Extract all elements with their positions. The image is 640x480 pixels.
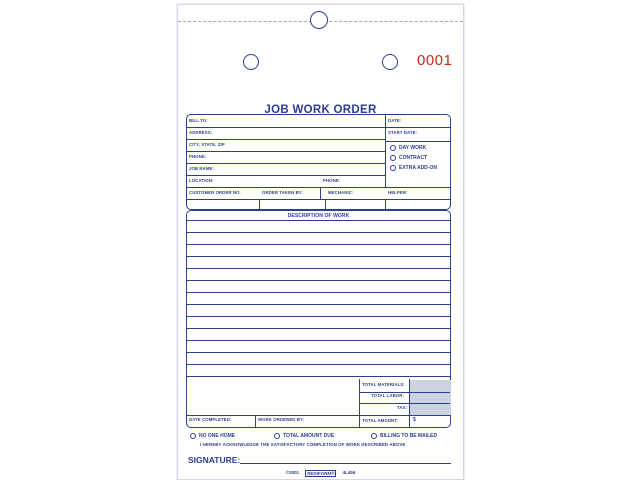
description-line[interactable] (187, 244, 450, 245)
radio-circle-icon (190, 433, 196, 439)
totals-shade (410, 380, 451, 415)
address-label: ADDRESS: (189, 130, 213, 135)
product-code: 4L456 (342, 470, 356, 475)
description-line[interactable] (187, 232, 450, 233)
tax-label: TAX: (397, 405, 408, 410)
bill-to-label: BILL TO: (189, 118, 208, 123)
copyright-text: ©2001 (285, 470, 300, 475)
option-total-amount-due[interactable]: TOTAL AMOUNT DUE (274, 433, 334, 439)
description-header: DESCRIPTION OF WORK (287, 213, 350, 219)
totals-line (359, 403, 450, 404)
currency-symbol: $ (413, 417, 416, 423)
total-labor-label: TOTAL LABOR: (371, 393, 404, 398)
radio-circle-icon (390, 165, 396, 171)
description-line[interactable] (187, 316, 450, 317)
totals-line (187, 415, 450, 416)
work-ordered-by-label: WORK ORDERED BY: (258, 417, 305, 422)
brand-logo: REDIFORM® (307, 471, 335, 476)
helper-label: HELPER: (388, 190, 408, 195)
totals-line (359, 392, 450, 393)
option-contract[interactable]: CONTRACT (390, 155, 427, 161)
punch-hole-left (243, 54, 259, 70)
signature-line[interactable] (240, 463, 451, 464)
radio-circle-icon (390, 155, 396, 161)
start-date-label: START DATE: (388, 130, 418, 135)
total-amount-label: TOTAL AMOUNT: (362, 418, 398, 423)
option-billing-to-be-mailed[interactable]: BILLING TO BE MAILED (371, 433, 437, 439)
description-line[interactable] (187, 268, 450, 269)
option-extra-add-on[interactable]: EXTRA ADD-ON (390, 165, 437, 171)
description-line[interactable] (187, 304, 450, 305)
punch-hole-right (382, 54, 398, 70)
description-line[interactable] (187, 376, 450, 377)
radio-circle-icon (274, 433, 280, 439)
description-line[interactable] (187, 328, 450, 329)
job-name-label: JOB NAME: (189, 166, 215, 171)
mechanic-label: MECHANIC: (328, 190, 354, 195)
form-title: JOB WORK ORDER (264, 104, 377, 116)
radio-circle-icon (390, 145, 396, 151)
serial-number: 0001 (417, 52, 453, 69)
description-line[interactable] (187, 340, 450, 341)
punch-hole-top (310, 11, 328, 29)
customer-order-no-label: CUSTOMER ORDER NO. (189, 190, 241, 195)
order-taken-by-label: ORDER TAKEN BY: (262, 190, 303, 195)
date-label: DATE: (388, 118, 402, 123)
location-label: LOCATION: (189, 178, 214, 183)
description-line[interactable] (187, 352, 450, 353)
work-order-sheet (177, 4, 464, 480)
signature-label: SIGNATURE: (188, 455, 241, 465)
description-line[interactable] (187, 364, 450, 365)
date-completed-label: DATE COMPLETED: (189, 417, 232, 422)
description-line[interactable] (187, 256, 450, 257)
option-no-one-home[interactable]: NO ONE HOME (190, 433, 235, 439)
description-line[interactable] (187, 280, 450, 281)
radio-circle-icon (371, 433, 377, 439)
header-box (186, 114, 451, 210)
total-materials-label: TOTAL MATERIALS: (362, 382, 405, 387)
phone-label: PHONE: (189, 154, 207, 159)
acknowledgement-text: I HEREBY ACKNOWLEDGE THE SATISFACTORY COMPLETION OF WORK DESCRIBED ABOVE (200, 442, 406, 447)
option-day-work[interactable]: DAY WORK (390, 145, 426, 151)
form-footer (178, 470, 463, 477)
description-line[interactable] (187, 292, 450, 293)
job-phone-label: PHONE: (323, 178, 341, 183)
description-box (186, 210, 451, 428)
description-line[interactable] (187, 220, 450, 221)
city-state-zip-label: CITY, STATE, ZIP (189, 142, 225, 147)
